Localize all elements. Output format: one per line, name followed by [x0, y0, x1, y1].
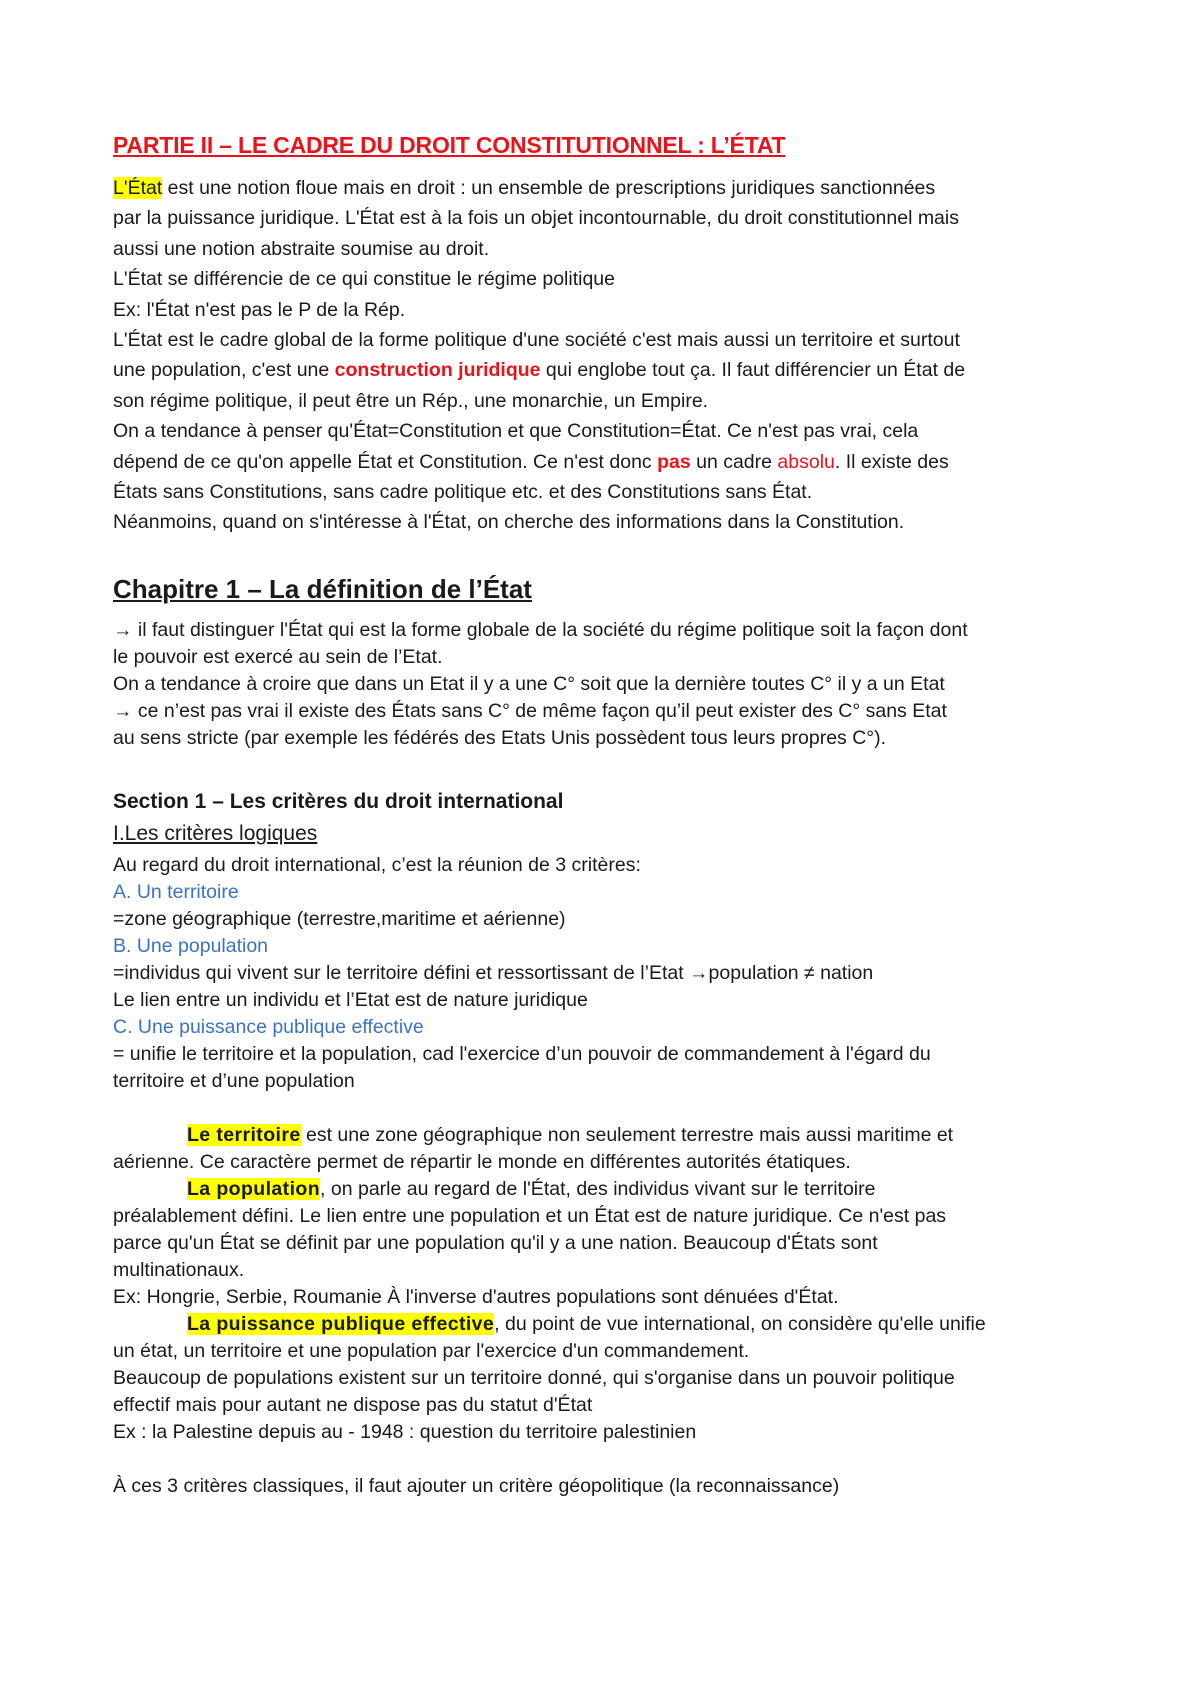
chapter-text: → il faut distinguer l'État qui est la forme globale de la société du régime politique soit la façon dont: [113, 618, 968, 641]
criterion-c-definition: territoire et d’une population: [113, 1069, 355, 1092]
subsection-title: I.Les critères logiques: [113, 821, 318, 845]
intro-text: qui englobe tout ça. Il faut différencier un État de: [540, 359, 966, 382]
emphasis-absolu: absolu: [777, 450, 835, 473]
closing-text: À ces 3 critères classiques, il faut ajouter un critère géopolitique (la reconnaissance): [113, 1474, 840, 1497]
intro-text: On a tendance à penser qu'État=Constitution et que Constitution=État. Ce n'est pas vrai, cela: [113, 420, 919, 443]
criterion-a-heading: A. Un territoire: [113, 880, 239, 903]
document-page: [113, 132, 1103, 1500]
part-title: PARTIE II – LE CADRE DU DROIT CONSTITUTIONNEL : L’ÉTAT: [113, 132, 786, 158]
criteria-list: [113, 852, 1103, 1500]
emphasis-construction-juridique: construction juridique: [334, 359, 541, 382]
detail-text: Ex : la Palestine depuis au - 1948 : question du territoire palestinien: [113, 1420, 697, 1443]
detail-text: Ex: Hongrie, Serbie, Roumanie À l'inverse d'autres populations sont dénuées d'État.: [113, 1285, 839, 1308]
detail-text: aérienne. Ce caractère permet de répartir le monde en différentes autorités étatiques.: [113, 1150, 851, 1173]
criterion-b-heading: B. Une population: [113, 934, 269, 957]
intro-text: son régime politique, il peut être un Rép., une monarchie, un Empire.: [113, 389, 709, 412]
criterion-c-heading: C. Une puissance publique effective: [113, 1015, 424, 1038]
intro-text: Ex: l'État n'est pas le P de la Rép.: [113, 298, 406, 321]
detail-text: préalablement défini. Le lien entre une population et un État est de nature juridique. Ce n'est pas: [113, 1204, 947, 1227]
intro-text: . Il existe des: [834, 450, 949, 473]
criterion-c-definition: = unifie le territoire et la population, cad l'exercice d’un pouvoir de commandement à l'égard du: [113, 1042, 931, 1065]
intro-text: un cadre: [690, 450, 778, 473]
intro-paragraph: [113, 173, 1103, 538]
chapter-paragraph: [113, 617, 1103, 752]
intro-text: Néanmoins, quand on s'intéresse à l'État, on cherche des informations dans la Constitution.: [113, 511, 905, 534]
detail-text: Beaucoup de populations existent sur un territoire donné, qui s'organise dans un pouvoir politique: [113, 1366, 955, 1389]
intro-text: dépend de ce qu'on appelle État et Constitution. Ce n'est donc: [113, 450, 658, 473]
chapter-text: le pouvoir est exercé au sein de l’Etat.: [113, 645, 443, 668]
section-title: Section 1 – Les critères du droit international: [113, 789, 564, 813]
chapter-text: au sens stricte (par exemple les fédérés des Etats Unis possèdent tous leurs propres C°).: [113, 726, 886, 749]
detail-text: multinationaux.: [113, 1258, 245, 1281]
intro-text: est une notion floue mais en droit : un ensemble de prescriptions juridiques sanctionnées: [162, 177, 936, 199]
intro-text: aussi une notion abstraite soumise au droit.: [113, 237, 490, 260]
highlight-etat: L'État: [113, 177, 163, 199]
criterion-b-definition: =individus qui vivent sur le territoire défini et ressortissant de l’Etat →population ≠ nation: [113, 961, 874, 984]
intro-text: une population, c'est une: [113, 359, 335, 382]
intro-text: L'État est le cadre global de la forme politique d'une société c'est mais aussi un territoire et surtout: [113, 329, 960, 352]
criterion-b-definition: Le lien entre un individu et l’Etat est de nature juridique: [113, 988, 588, 1011]
detail-text: parce qu'un État se définit par une population qu'il y a une nation. Beaucoup d'États sont: [113, 1231, 878, 1254]
detail-text: un état, un territoire et une population par l'exercice d'un commandement.: [113, 1339, 750, 1362]
criteria-intro: Au regard du droit international, c’est la réunion de 3 critères:: [113, 853, 641, 876]
emphasis-pas: pas: [657, 450, 691, 473]
chapter-title: Chapitre 1 – La définition de l’État: [113, 573, 532, 604]
detail-text: , du point de vue international, on considère qu'elle unifie: [494, 1312, 986, 1335]
detail-text: , on parle au regard de l'État, des individus vivant sur le territoire: [320, 1177, 876, 1200]
highlight-population: La population: [187, 1177, 321, 1200]
chapter-text: On a tendance à croire que dans un Etat il y a une C° soit que la dernière toutes C° il y a un Etat: [113, 672, 945, 695]
intro-text: États sans Constitutions, sans cadre politique etc. et des Constitutions sans État.: [113, 481, 813, 504]
criterion-a-definition: =zone géographique (terrestre,maritime et aérienne): [113, 907, 566, 930]
intro-text: par la puissance juridique. L'État est à la fois un objet incontournable, du droit constitutionnel mais: [113, 207, 959, 230]
detail-text: effectif mais pour autant ne dispose pas du statut d'État: [113, 1393, 593, 1416]
chapter-text: → ce n’est pas vrai il existe des États sans C° de même façon qu’il peut exister des C° sans Etat: [113, 699, 947, 722]
intro-text: L'État se différencie de ce qui constitue le régime politique: [113, 268, 616, 291]
detail-text: est une zone géographique non seulement terrestre mais aussi maritime et: [300, 1123, 954, 1146]
highlight-territoire: Le territoire: [187, 1123, 301, 1146]
highlight-puissance-publique: La puissance publique effective: [187, 1312, 495, 1335]
